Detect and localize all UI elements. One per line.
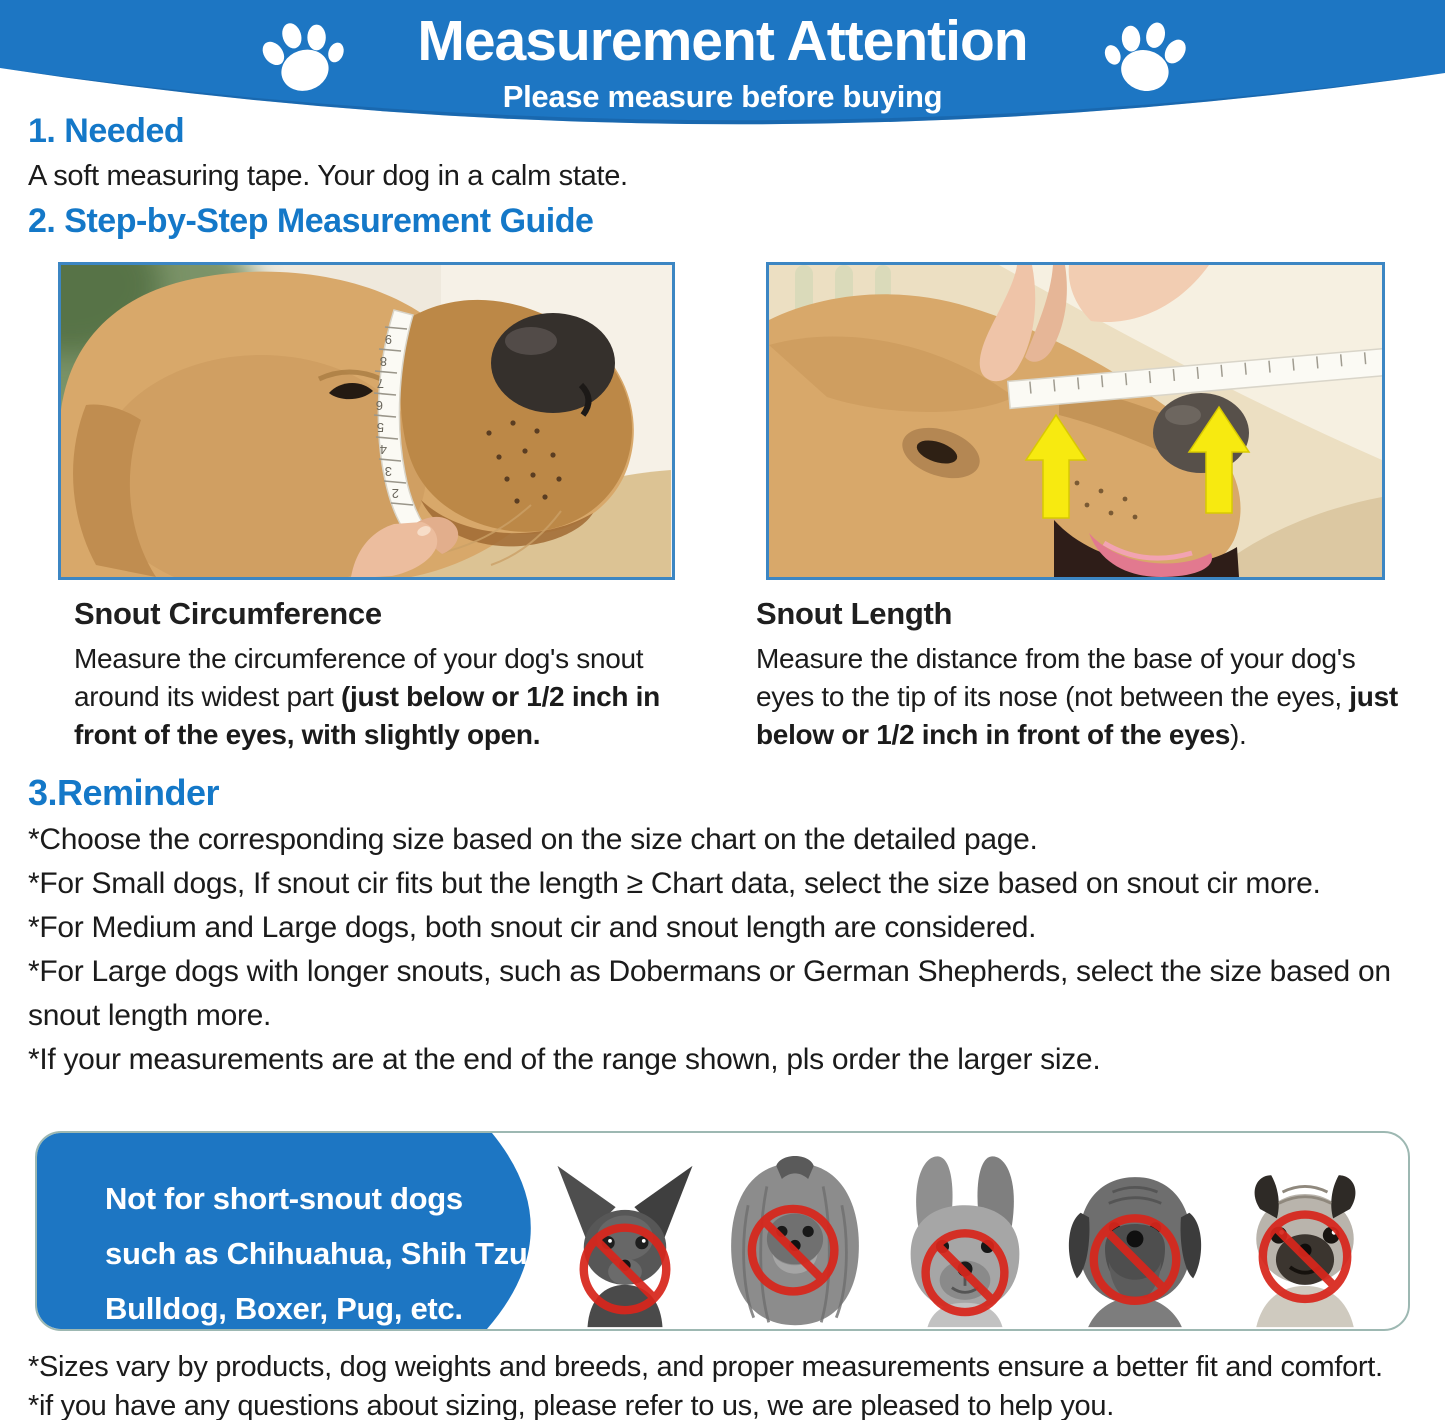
caption-title: Snout Length — [756, 596, 953, 631]
needed-text: A soft measuring tape. Your dog in a calm state. — [28, 160, 628, 192]
caption-text-normal: Measure the distance from the base of your dog's eyes to the tip of its nose (not between the eyes, — [756, 643, 1356, 712]
svg-text:7: 7 — [377, 376, 384, 391]
caption-text-bold: just below or 1/2 inch in front of the eyes — [756, 681, 1398, 750]
svg-text:8: 8 — [380, 354, 387, 369]
snout-length-photo — [766, 262, 1385, 580]
footer-note: *Sizes vary by products, dog weights and breeds, and proper measurements ensure a better fit and comfort. — [28, 1351, 1383, 1383]
caption-text-tail: ). — [1230, 719, 1247, 750]
section-heading-guide: 2. Step-by-Step Measurement Guide — [28, 202, 594, 240]
reminder-list — [28, 818, 1430, 1082]
page-subtitle: Please measure before buying — [502, 79, 943, 114]
caption-text — [756, 640, 1400, 754]
snout-circumference-caption — [74, 596, 706, 754]
banner-text — [105, 1171, 536, 1331]
svg-text:9: 9 — [385, 332, 392, 347]
french-bulldog-figure — [890, 1147, 1040, 1329]
caption-title: Snout Circumference — [74, 596, 382, 631]
svg-text:3: 3 — [385, 464, 392, 479]
section-heading-reminder: 3.Reminder — [28, 772, 220, 813]
caption-text — [74, 640, 706, 754]
snout-length-caption — [756, 596, 1400, 754]
banner-line: such as Chihuahua, Shih Tzu, — [105, 1236, 536, 1271]
banner-line: Bulldog, Boxer, Pug, etc. — [105, 1291, 463, 1326]
reminder-item: *For Small dogs, If snout cir fits but the length ≥ Chart data, select the size based on snout cir more. — [28, 867, 1321, 900]
dog-nose — [491, 313, 615, 413]
reminder-item: *If your measurements are at the end of the range shown, pls order the larger size. — [28, 1043, 1101, 1076]
page-title: Measurement Attention — [417, 9, 1028, 73]
caption-text-bold: (just below or 1/2 inch in front of the eyes, with slightly open — [74, 681, 660, 750]
short-snout-warning-banner — [35, 1131, 1410, 1331]
section-heading-needed: 1. Needed — [28, 112, 185, 150]
caption-text-normal: Measure the circumference of your dog's snout around its widest part — [74, 643, 644, 712]
reminder-item: *For Large dogs with longer snouts, such as Dobermans or German Shepherds, select the size based on snout length more. — [28, 955, 1391, 1032]
svg-text:5: 5 — [377, 420, 384, 435]
footer-notes — [28, 1348, 1428, 1420]
reminder-item: *Choose the corresponding size based on the size chart on the detailed page. — [28, 823, 1038, 856]
prohibited-dogs-row — [550, 1147, 1380, 1329]
reminder-item: *For Medium and Large dogs, both snout cir and snout length are considered. — [28, 911, 1037, 944]
footer-note: *if you have any questions about sizing, please refer to us, we are pleased to help you. — [28, 1390, 1114, 1420]
mastiff-figure — [1060, 1147, 1210, 1329]
chihuahua-figure — [550, 1147, 700, 1329]
svg-text:4: 4 — [380, 442, 387, 457]
svg-text:6: 6 — [376, 398, 383, 413]
snout-circumference-photo — [58, 262, 675, 580]
caption-text-tail: . — [532, 719, 541, 750]
banner-line: Not for short-snout dogs — [105, 1181, 463, 1216]
shih-tzu-figure — [720, 1147, 870, 1329]
pug-figure — [1230, 1147, 1380, 1329]
svg-text:2: 2 — [392, 486, 399, 501]
